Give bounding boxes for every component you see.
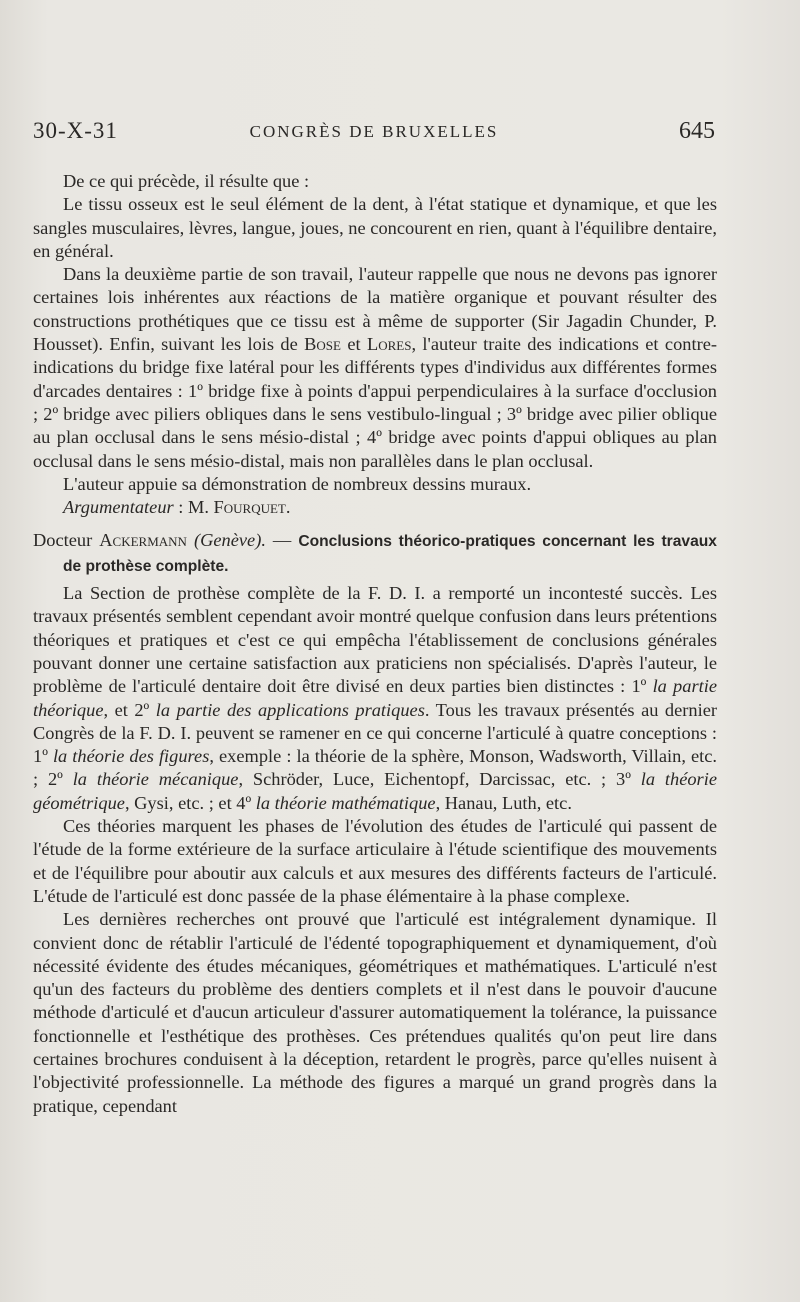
paragraph: Les dernières recherches ont prouvé que l'articulé est intégralement dynamique. Il convient donc de rétablir l'articulé de l'édenté topographiquement et dynamiquement, d'où nécessité évidente des études mécaniques, géométriques et mathématiques. L'articulé n'est qu'un des facteurs du problème des dentiers complets et il n'est dans le pouvoir d'aucune méthode d'articulé et d'aucun articuleur d'assurer automatiquement la tolérance, la puissance fonctionnelle et l'esthétique des prothèses. Ces prétendues qualités qu'on peut lire dans certaines brochures conduisent à la déception, retardent le progrès, parce qu'elles nuisent à l'objectivité professionnelle. La méthode des figures a marqué un grand progrès dans la pratique, cependant	[33, 909, 717, 1116]
communication-title: Conclusions théorico-pratiques concernant les travaux de prothèse complète.	[63, 533, 717, 575]
paragraph: La Section de prothèse complète de la F. D. I. a remporté un incontesté succès. Les travaux présentés semblent cependant avoir montré quelque confusion dans leurs prétentions théoriques et pratiques et c'est ce qui empêcha l'établissement de conclusions générales pouvant donner une certaine satisfaction aux praticiens non spécialisés. D'après l'auteur, le problème de l'articulé dentaire doit être divisé en deux parties bien distinctes : 1º la partie théorique, et 2º la partie des applications pratiques. Tous les travaux présentés au dernier Congrès de la F. D. I. peuvent se ramener en ce qui concerne l'articulé à quatre conceptions : 1º la théorie des figures, exemple : la théorie de la sphère, Monson, Wadsworth, Villain, etc. ; 2º la théorie mécanique, Schröder, Luce, Eichentopf, Darcissac, etc. ; 3º la théorie géométrique, Gysi, etc. ; et 4º la théorie mathématique, Hanau, Luth, etc.	[33, 583, 718, 813]
paragraph: Ces théories marquent les phases de l'évolution des études de l'articulé qui passent de l'étude de la forme extérieure de la surface articulaire à l'étude scientifique des mouvements et de l'équilibre pour aboutir aux calculs et aux mesures des différents facteurs de l'articulé. L'étude de l'articulé est donc passée de la phase élémentaire à la phase complexe.	[33, 816, 717, 906]
paragraph: L'auteur appuie sa démonstration de nombreux dessins muraux.	[63, 473, 532, 494]
paragraph: De ce qui précède, il résulte que :	[63, 171, 310, 191]
body-text	[33, 170, 717, 1118]
paragraph: Le tissu osseux est le seul élément de la dent, à l'état statique et dynamique, et que les sangles musculaires, lèvres, langue, joues, ne concourent en rien, quant à l'équilibre dentaire, en général.	[33, 194, 717, 261]
page-number: 645	[679, 118, 715, 144]
communication-heading: Docteur Ackermann (Genève). — Conclusions théorico-pratiques concernant les travaux de prothèse complète.	[33, 530, 717, 575]
author-name: Bose	[304, 334, 341, 355]
speaker-name: Ackermann	[99, 530, 187, 551]
argumentateur-line: Argumentateur : M. Fourquet.	[63, 497, 291, 518]
running-header	[33, 118, 715, 148]
author-name: Lores	[366, 334, 412, 355]
header-date: 30-X-31	[33, 118, 118, 143]
header-title: CONGRÈS DE BRUXELLES	[249, 122, 499, 141]
paragraph: Dans la deuxième partie de son travail, l'auteur rappelle que nous ne devons pas ignorer certaines lois inhérentes aux réactions de la matière organique et pouvant résulter des constructions prothétiques que ce tissu est à même de supporter (Sir Jagadin Chunder, P. Housset). Enfin, suivant les lois de Bose et Lores, l'auteur traite des indications et contre-indications du bridge fixe latéral pour les différents types d'individus aux différentes formes d'arcades dentaires : 1º bridge fixe à points d'appui perpendiculaires à la surface d'occlusion ; 2º bridge avec piliers obliques dans le sens vestibulo-lingual ; 3º bridge avec pilier oblique au plan occlusal dans le sens mésio-distal ; 4º bridge avec points d'appui obliques au plan occlusal dans le sens mésio-distal, mais non parallèles dans le plan occlusal.	[33, 264, 717, 471]
